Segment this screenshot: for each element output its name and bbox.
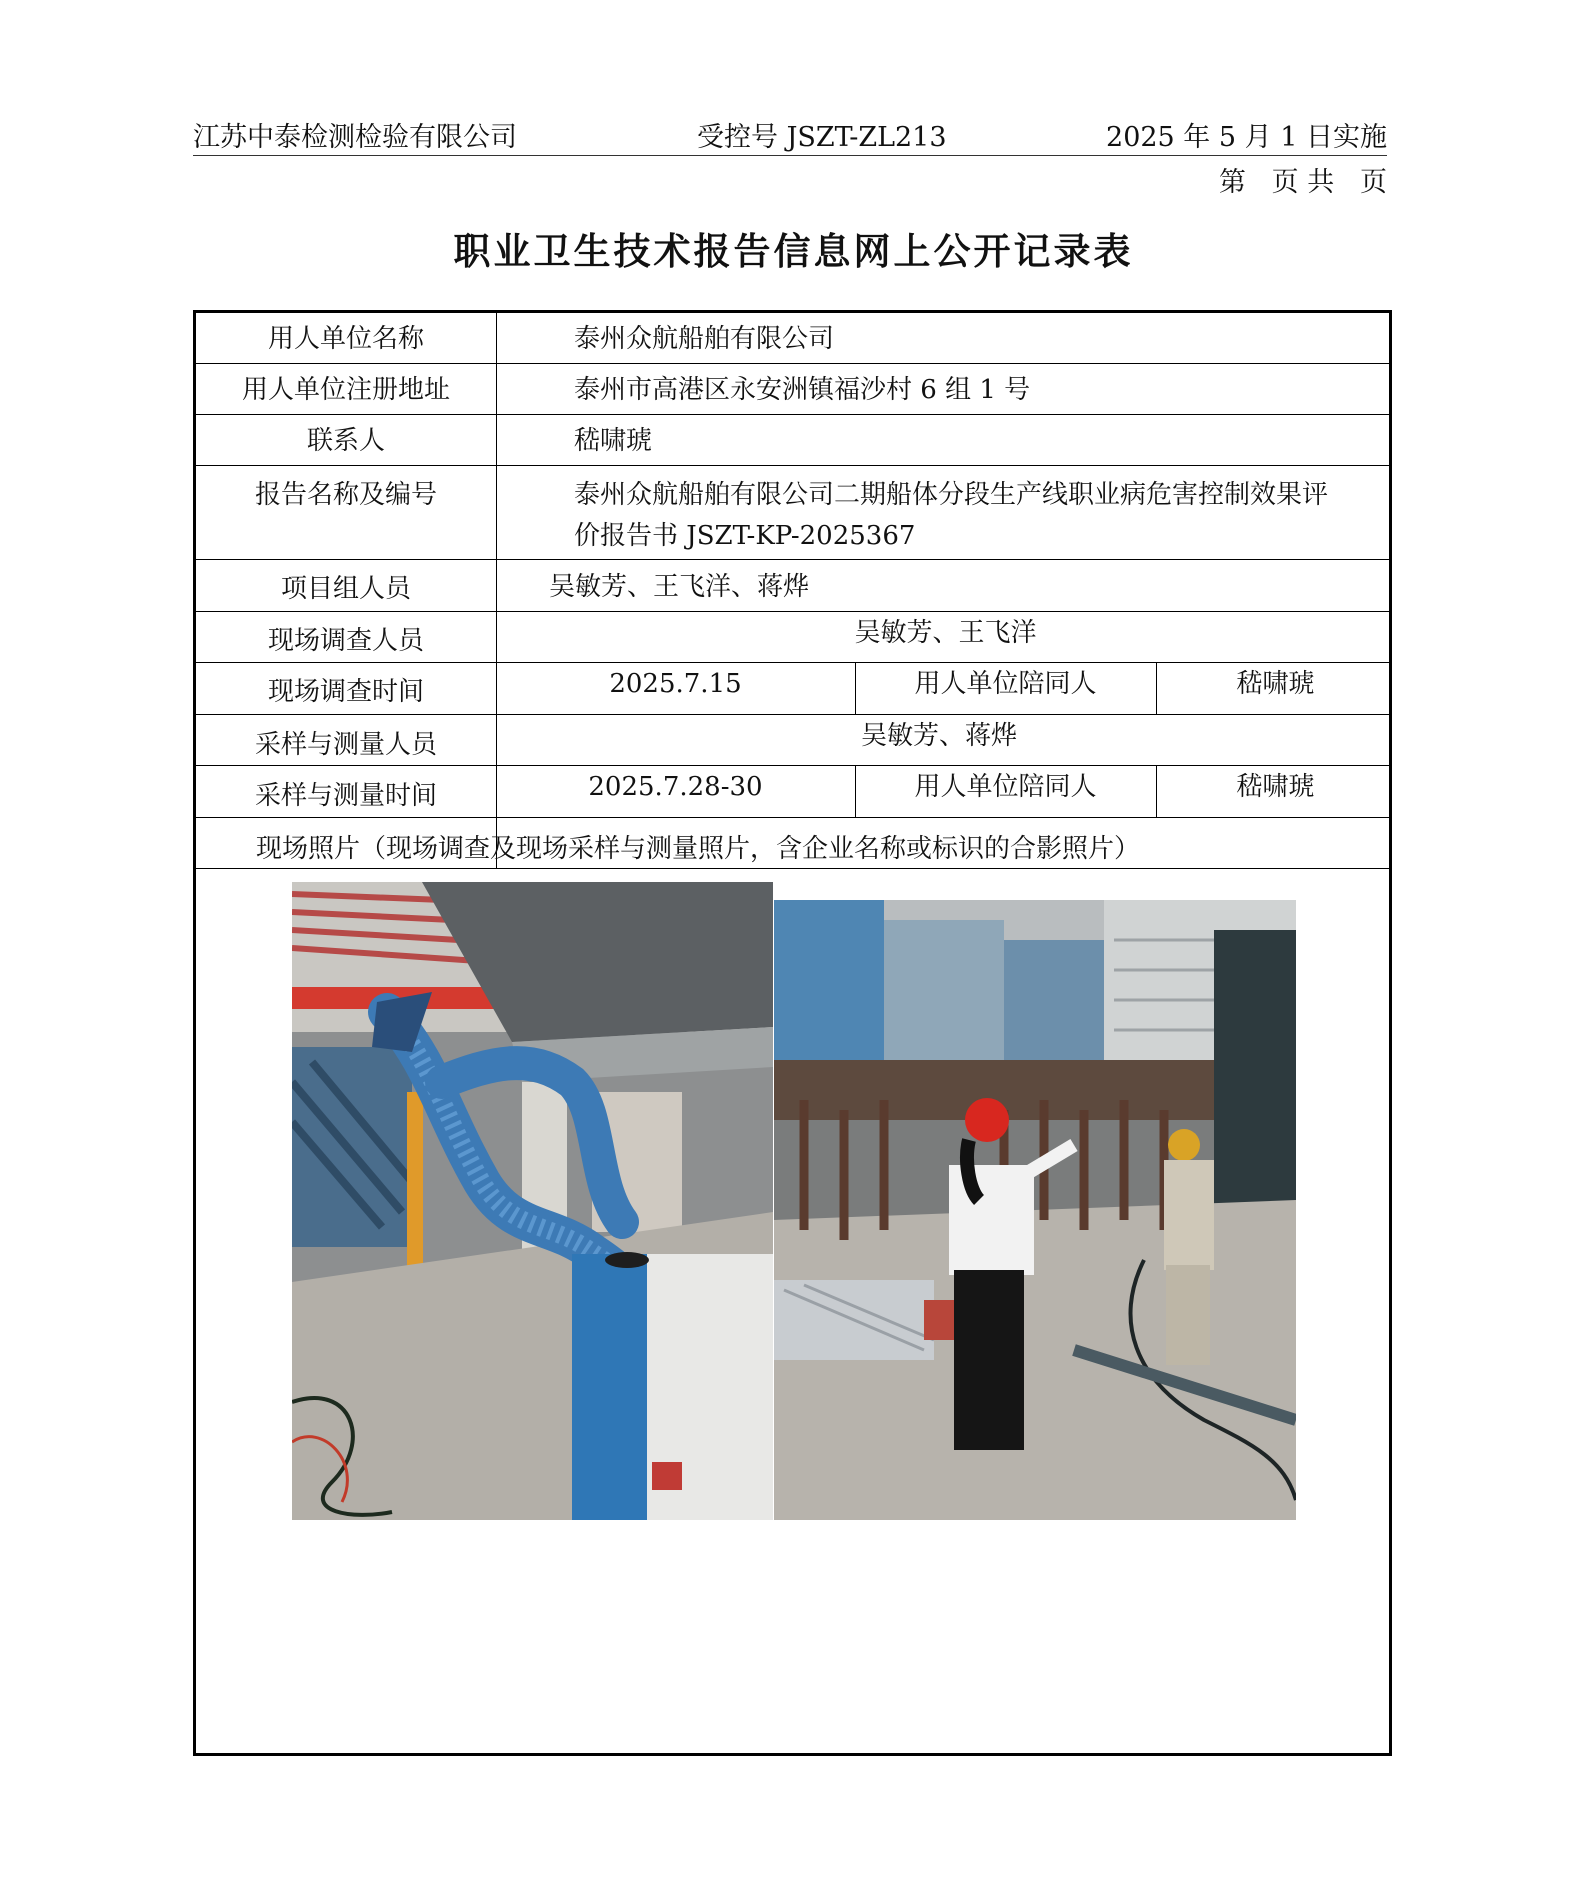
survey-companion-value: 嵇啸琥 xyxy=(1236,669,1315,699)
header-effective-date: 2025 年 5 月 1 日实施 xyxy=(1106,122,1387,153)
header-control-number: 受控号 JSZT-ZL213 xyxy=(697,122,947,153)
record-table xyxy=(193,310,1392,1756)
employer-name-value: 泰州众航船舶有限公司 xyxy=(574,324,835,354)
row-divider xyxy=(196,765,1389,766)
header-rule xyxy=(193,155,1387,156)
row-divider xyxy=(196,714,1389,715)
site-photo-measurement xyxy=(774,900,1296,1520)
project-team-label: 项目组人员 xyxy=(280,574,411,604)
site-photo-dust-collector xyxy=(292,882,773,1520)
page-title: 职业卫生技术报告信息网上公开记录表 xyxy=(453,230,1134,273)
sampling-staff-label: 采样与测量人员 xyxy=(254,730,437,760)
survey-time-value: 2025.7.15 xyxy=(609,669,742,699)
sampling-companion-value: 嵇啸琥 xyxy=(1236,772,1315,802)
row-divider xyxy=(196,363,1389,364)
employer-address-label: 用人单位注册地址 xyxy=(241,375,450,405)
row-divider xyxy=(196,559,1389,560)
survey-companion-label: 用人单位陪同人 xyxy=(914,669,1097,699)
employer-address-value: 泰州市高港区永安洲镇福沙村 6 组 1 号 xyxy=(574,375,1031,405)
row-divider xyxy=(196,662,1389,663)
employer-name-label: 用人单位名称 xyxy=(267,324,424,354)
sampling-time-label: 采样与测量时间 xyxy=(254,781,437,811)
sampling-time-value: 2025.7.28-30 xyxy=(588,772,763,802)
survey-staff-label: 现场调查人员 xyxy=(267,626,424,656)
contact-label: 联系人 xyxy=(306,426,385,456)
report-label: 报告名称及编号 xyxy=(254,480,437,510)
survey-staff-value: 吴敏芳、王飞洋 xyxy=(854,618,1037,648)
row-divider xyxy=(196,465,1389,466)
project-team-value: 吴敏芳、王飞洋、蒋烨 xyxy=(549,572,810,602)
survey-time-label: 现场调查时间 xyxy=(267,677,424,707)
row-divider xyxy=(196,817,1389,818)
header-company: 江苏中泰检测检验有限公司 xyxy=(193,122,517,153)
row-divider xyxy=(196,611,1389,612)
report-value-line2: 价报告书 JSZT-KP-2025367 xyxy=(574,521,916,551)
page-number: 第 页 共 页 xyxy=(1218,167,1387,198)
row-divider xyxy=(196,414,1389,415)
contact-value: 嵇啸琥 xyxy=(574,426,653,456)
report-value-line1: 泰州众航船舶有限公司二期船体分段生产线职业病危害控制效果评 xyxy=(574,480,1329,510)
sampling-companion-label: 用人单位陪同人 xyxy=(914,772,1097,802)
sampling-staff-value: 吴敏芳、蒋烨 xyxy=(861,721,1018,751)
photos-caption: 现场照片（现场调查及现场采样与测量照片，含企业名称或标识的合影照片） xyxy=(256,834,1141,864)
